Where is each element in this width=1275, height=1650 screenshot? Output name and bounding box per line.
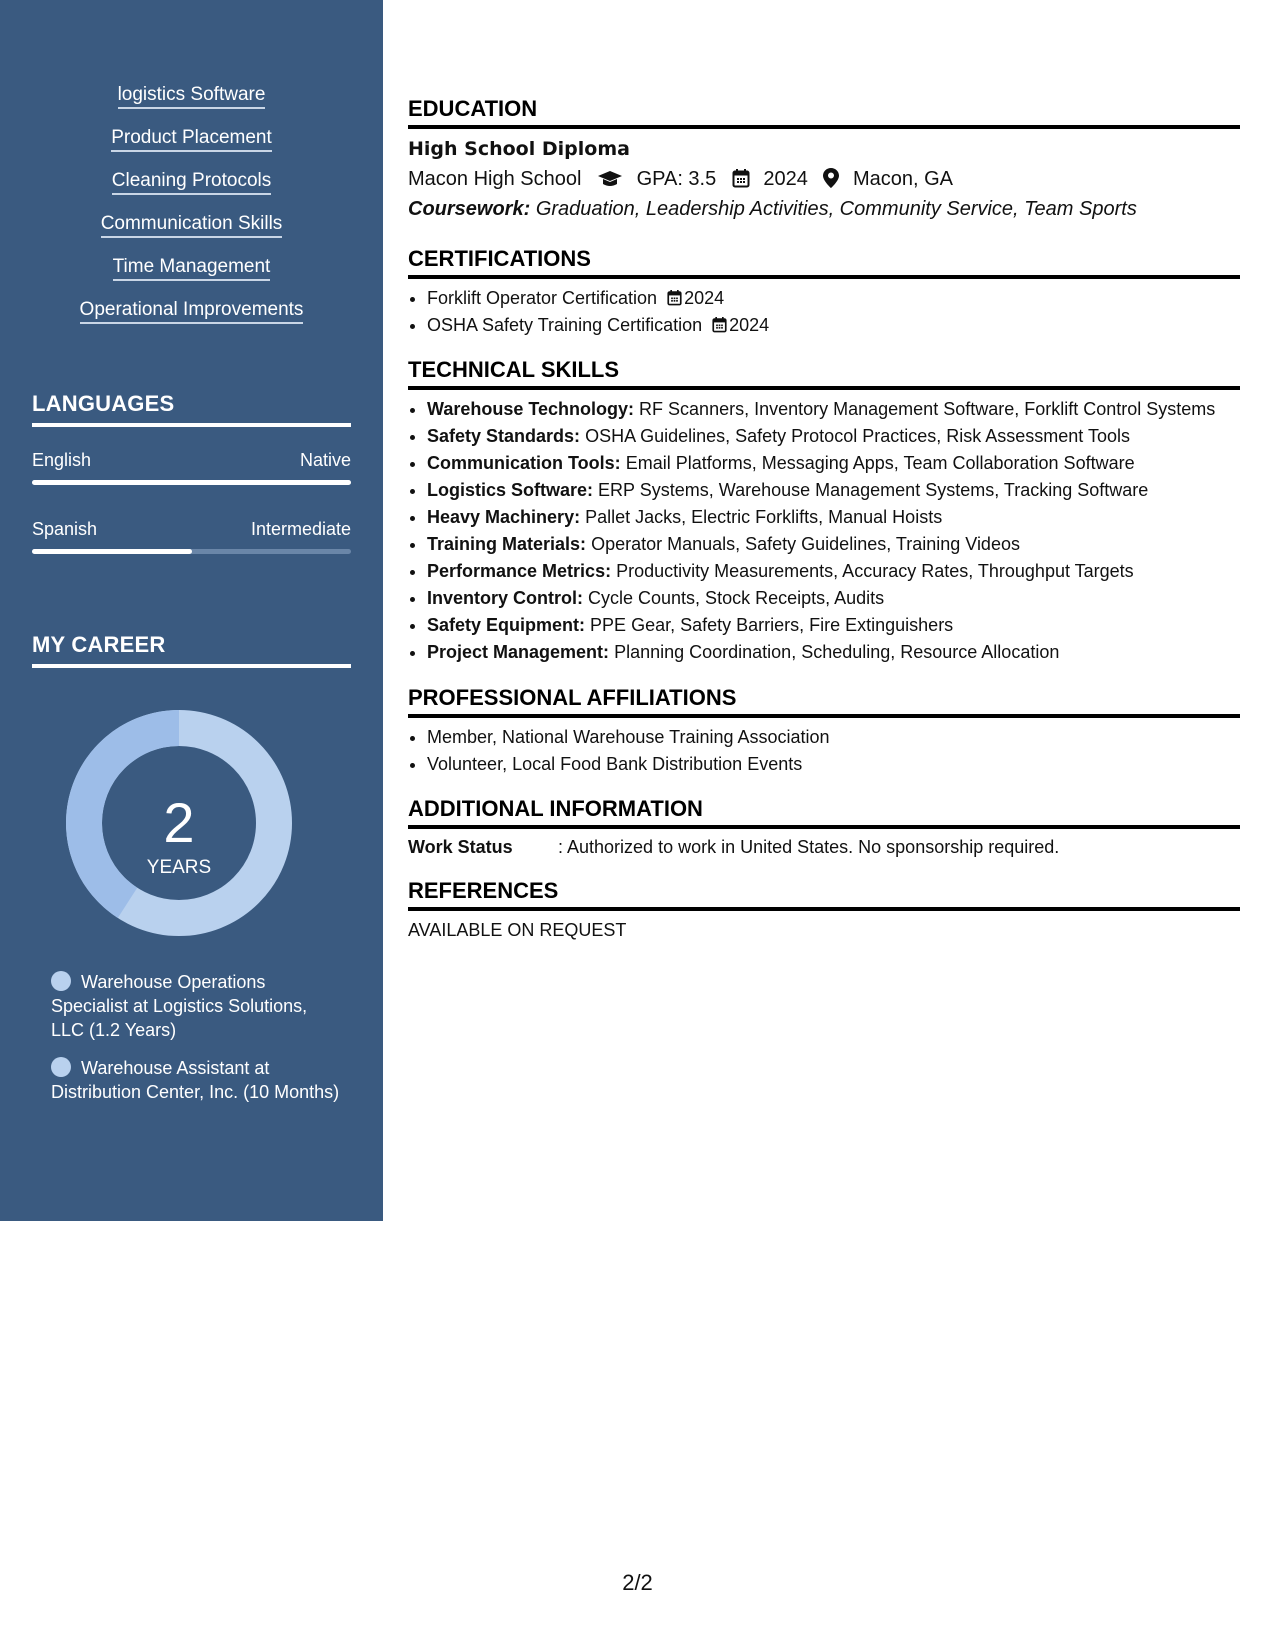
skill-label: Heavy Machinery: [427,507,581,527]
skill-value: RF Scanners, Inventory Management Software, Forklift Control Systems [639,399,1216,419]
list-item [427,612,1215,639]
coursework [408,198,1137,221]
coursework-text: Graduation, Leadership Activities, Community Service, Team Sports [535,198,1137,220]
skill-label: Safety Standards: [427,426,581,446]
skill-label: Project Management: [427,642,610,662]
bullet-dot-icon [51,971,71,991]
page-number: 2/2 [622,1570,653,1595]
list-item [427,285,769,312]
skill-label: Communication Tools: [427,453,621,473]
list-item [427,504,1215,531]
career-item [51,970,341,1042]
certification-name: OSHA Safety Training Certification [427,315,703,335]
location-pin-icon [823,168,839,188]
skill-label: Logistics Software: [427,480,594,500]
calendar-icon [732,168,750,188]
career-item-text: Warehouse Operations Specialist at Logistics Solutions, LLC (1.2 Years) [51,972,308,1040]
skill-label: Training Materials: [427,534,587,554]
technical-skills-heading: TECHNICAL SKILLS [408,357,1240,390]
list-item [427,423,1215,450]
skill-label: Inventory Control: [427,588,583,608]
affiliations-heading: PROFESSIONAL AFFILIATIONS [408,685,1240,718]
language-name: English [32,450,92,470]
career-item-text: Warehouse Assistant at Distribution Center, Inc. (10 Months) [51,1058,340,1102]
skill-value: OSHA Guidelines, Safety Protocol Practices, Risk Assessment Tools [585,426,1130,446]
school-location: Macon, GA [852,168,954,190]
education-heading: EDUCATION [408,96,1240,129]
skill-item: Operational Improvements [80,299,304,324]
gpa: GPA: 3.5 [636,168,717,190]
list-item [427,639,1215,666]
languages-heading: LANGUAGES [32,391,351,427]
degree-title: High School Diploma [408,138,630,160]
skills-list [0,84,383,342]
skill-value: Productivity Measurements, Accuracy Rates, Throughput Targets [616,561,1134,581]
list-item [427,585,1215,612]
graduation-year: 2024 [763,168,808,190]
list-item [427,531,1215,558]
skill-item: Time Management [113,256,271,281]
references-heading: REFERENCES [408,878,1240,911]
career-item [51,1056,341,1104]
work-status-row [408,837,1059,858]
calendar-icon [712,316,727,333]
technical-skills-list [408,396,1215,666]
calendar-icon [667,289,682,306]
affiliations-list [408,724,830,778]
certification-year: 2024 [684,288,725,308]
career-years-unit: YEARS [146,857,212,878]
skill-label: Safety Equipment: [427,615,586,635]
additional-info-heading: ADDITIONAL INFORMATION [408,796,1240,829]
language-bar-spanish [32,549,351,554]
coursework-label: Coursework: [408,198,531,220]
certifications-list [408,285,769,339]
skill-label: Performance Metrics: [427,561,612,581]
references-text: AVAILABLE ON REQUEST [408,920,627,940]
skill-item: logistics Software [118,84,266,109]
graduation-cap-icon [597,170,623,188]
language-name: Spanish [32,519,98,539]
work-status-label: Work Status [408,837,513,857]
skill-value: ERP Systems, Warehouse Management Systems, Tracking Software [598,480,1149,500]
certifications-heading: CERTIFICATIONS [408,246,1240,279]
list-item [427,558,1215,585]
list-item: • Member, National Warehouse Training Association [427,724,830,751]
skill-item: Product Placement [111,127,272,152]
list-item [427,450,1215,477]
sidebar [0,0,383,1221]
school-name: Macon High School [408,168,582,190]
skill-item: Cleaning Protocols [112,170,271,195]
language-bar-fill [32,480,351,485]
bullet-dot-icon [51,1057,71,1077]
skill-value: Email Platforms, Messaging Apps, Team Collaboration Software [625,453,1135,473]
list-item [427,396,1215,423]
language-bar-english [32,480,351,485]
skill-value: Operator Manuals, Safety Guidelines, Training Videos [591,534,1020,554]
education-details [408,168,953,191]
career-donut-chart [66,710,292,936]
list-item: • Volunteer, Local Food Bank Distribution Events [427,751,830,778]
language-bar-fill [32,549,192,554]
career-heading: MY CAREER [32,632,351,668]
skill-value: Cycle Counts, Stock Receipts, Audits [588,588,885,608]
language-level: Intermediate [250,519,351,539]
career-years-number: 2 [163,791,195,854]
skill-item: Communication Skills [101,213,283,238]
skill-value: Planning Coordination, Scheduling, Resource Allocation [614,642,1060,662]
certification-name: Forklift Operator Certification [427,288,658,308]
skill-label: Warehouse Technology: [427,399,635,419]
list-item [427,477,1215,504]
skill-value: Pallet Jacks, Electric Forklifts, Manual Hoists [585,507,943,527]
work-status-value: : Authorized to work in United States. No sponsorship required. [558,837,1060,857]
language-level: Native [299,450,351,470]
skill-value: PPE Gear, Safety Barriers, Fire Extinguishers [590,615,954,635]
list-item [427,312,769,339]
certification-year: 2024 [729,315,770,335]
